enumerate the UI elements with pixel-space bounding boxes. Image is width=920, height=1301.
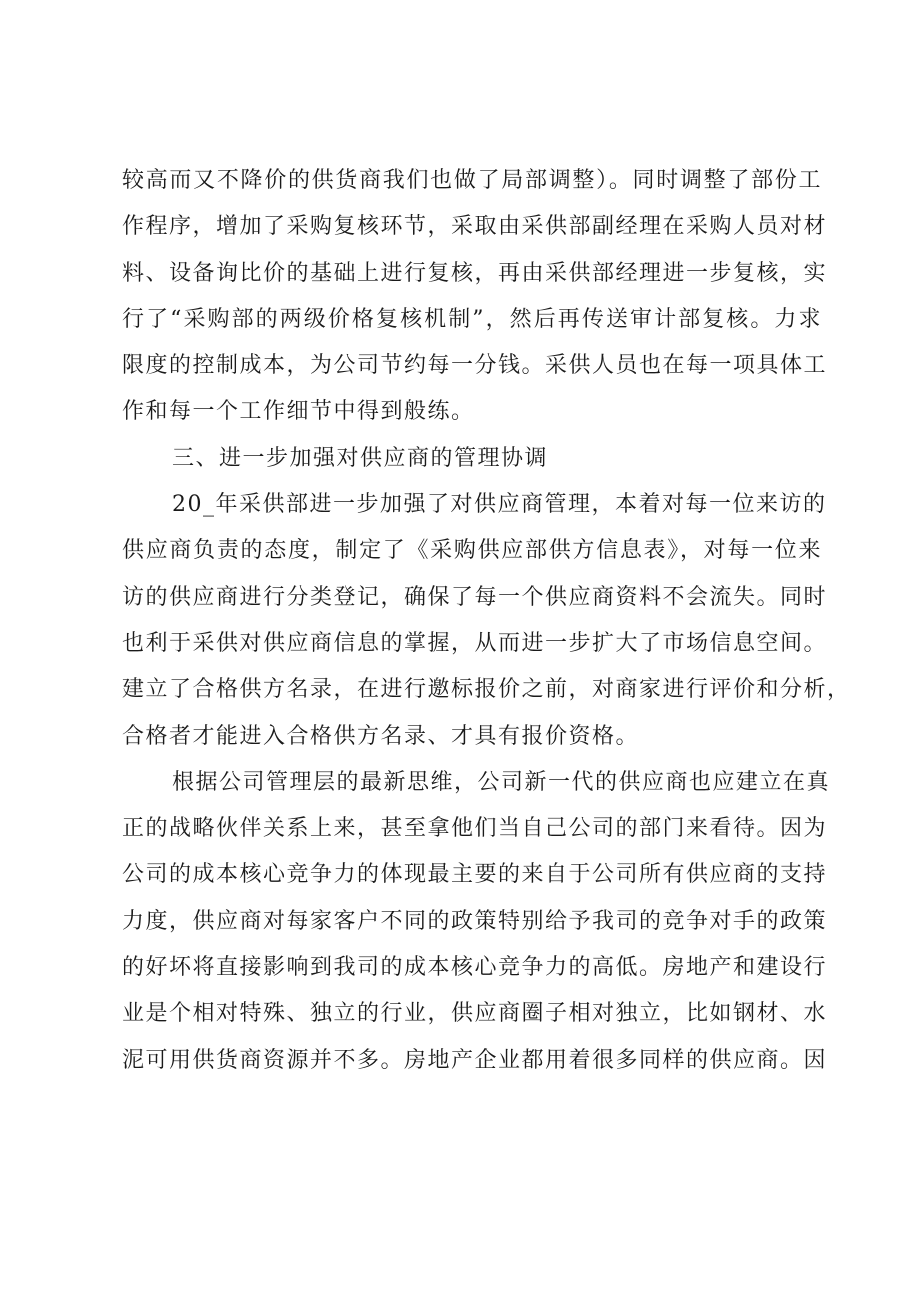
document-page <box>122 158 851 1084</box>
text-line: 公司的成本核心竞争力的体现最主要的来自于公司所有供应商的支持 <box>122 862 828 888</box>
text-line: 作程序，增加了采购复核环节，采取由采供部副经理在采购人员对材 <box>122 214 828 240</box>
text-line: 访的供应商进行分类登记，确保了每一个供应商资料不会流失。同时 <box>122 584 828 610</box>
paragraph-2 <box>122 482 851 760</box>
text-line: 供应商负责的态度，制定了《采购供应部供方信息表》，对每一位来 <box>122 538 822 564</box>
paragraph-1 <box>122 158 828 436</box>
text-line: 也利于采供对供应商信息的掌握，从而进一步扩大了市场信息空间。 <box>122 630 828 656</box>
text-line: 力度，供应商对每家客户不同的政策特别给予我司的竞争对手的政策 <box>122 908 828 934</box>
text-line: 泥可用供货商资源并不多。房地产企业都用着很多同样的供应商。因 <box>122 1047 828 1073</box>
text-line: 料、设备询比价的基础上进行复核，再由采供部经理进一步复核，实 <box>122 260 828 286</box>
section-heading <box>122 436 822 482</box>
text-line: 正的战略伙伴关系上来，甚至拿他们当自己公司的部门来看待。因为 <box>122 816 828 842</box>
text-line: 的好坏将直接影响到我司的成本核心竞争力的高低。房地产和建设行 <box>122 955 828 981</box>
heading-text: 三、进一步加强对供应商的管理协调 <box>172 445 549 471</box>
text-line: 20_年采供部进一步加强了对供应商管理，本着对每一位来访的 <box>172 492 827 518</box>
text-line: 较高而又不降价的供货商我们也做了局部调整）。同时调整了部份工 <box>122 168 822 193</box>
text-line: 业是个相对特殊、独立的行业，供应商圈子相对独立，比如钢材、水 <box>122 1001 828 1027</box>
text-line: 行了“采购部的两级价格复核机制”，然后再传送审计部复核。力求 <box>122 306 822 332</box>
text-line: 限度的控制成本，为公司节约每一分钱。采供人员也在每一项具体工 <box>122 353 828 379</box>
text-line: 作和每一个工作细节中得到般练。 <box>122 399 475 425</box>
paragraph-3 <box>122 760 831 1084</box>
text-line: 根据公司管理层的最新思维，公司新一代的供应商也应建立在真 <box>172 769 831 795</box>
text-line: 建立了合格供方名录，在进行邀标报价之前，对商家进行评价和分析， <box>122 677 851 703</box>
text-line: 合格者才能进入合格供方名录、才具有报价资格。 <box>122 723 640 749</box>
